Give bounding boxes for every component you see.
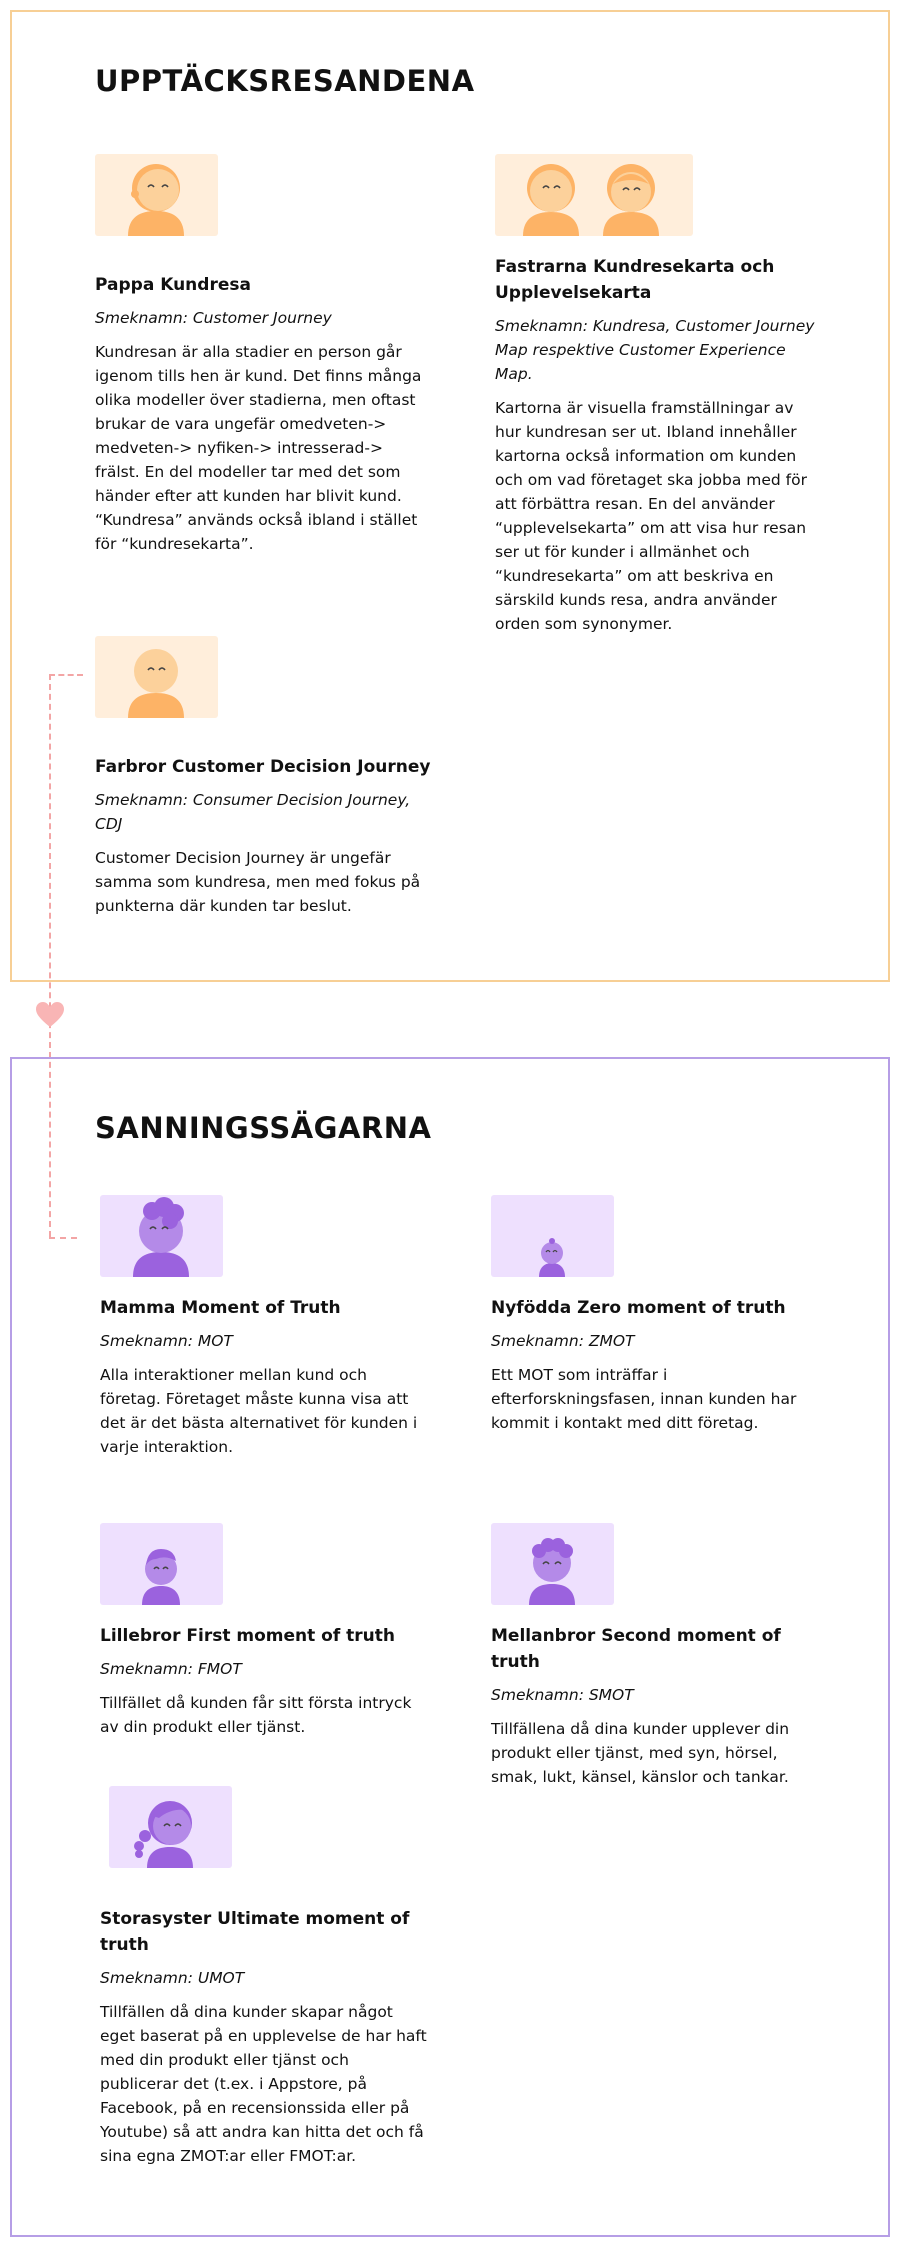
card-title: Nyfödda Zero moment of truth [491,1298,786,1318]
section-upptacksresandena [10,10,890,982]
card-farbror [95,636,435,918]
section-title: UPPTÄCKSRESANDENA [95,64,475,98]
card-nyfodda-zmot [491,1195,811,1435]
card-title: Mamma Moment of Truth [100,1298,341,1318]
card-title: Farbror Customer Decision Journey [95,757,431,777]
card-nickname: Smeknamn: UMOT [100,1969,245,1987]
card-description: Tillfället då kunden får sitt första intryck av din produkt eller tjänst. [100,1694,412,1736]
card-description: Tillfällena då dina kunder upplever din produkt eller tjänst, med syn, hörsel, smak, lukt, känsel, känslor och tankar. [491,1720,790,1786]
card-nickname: Smeknamn: SMOT [491,1686,634,1704]
card-title: Fastrarna Kundresekarta och Upplevelsekarta [495,257,775,303]
card-fastrarna [495,154,820,636]
card-description: Kundresan är alla stadier en person går igenom tills hen är kund. Det finns många olika modeller över stadierna, men oftast brukar de vara ungefär omedveten-> medveten-> nyfiken-> intresserad-> frälst. En del modeller tar med det som händer efter att kunden har blivit kund. “Kundresa” används också ibland i stället för “kundresekarta”. [95,343,422,553]
baby-avatar-icon [491,1195,614,1277]
section-sanningssagarna [10,1057,890,2237]
section-title: SANNINGSSÄGARNA [95,1111,432,1145]
card-nickname: Smeknamn: MOT [100,1332,233,1350]
card-title: Storasyster Ultimate moment of truth [100,1909,410,1955]
card-description: Alla interaktioner mellan kund och företag. Företaget måste kunna visa att det är det bästa alternativet för kunden i varje interaktion. [100,1366,418,1456]
boy-avatar-icon [100,1523,223,1605]
card-title: Lillebror First moment of truth [100,1626,395,1646]
card-nickname: Smeknamn: Customer Journey [95,309,332,327]
bald-person-avatar-icon [95,636,218,718]
curly-hair-avatar-icon [100,1195,223,1277]
card-title: Pappa Kundresa [95,275,251,295]
card-nickname: Smeknamn: Consumer Decision Journey, CDJ [95,791,411,833]
card-mamma-mot [100,1195,430,1459]
person-avatar-icon [95,154,218,236]
two-people-avatar-icon [495,154,693,236]
card-title: Mellanbror Second moment of truth [491,1626,781,1672]
card-nickname: Smeknamn: Kundresa, Customer Journey Map respektive Customer Experience Map. [495,317,815,383]
card-lillebror-fmot [100,1523,430,1739]
card-mellanbror-smot [491,1523,816,1789]
card-nickname: Smeknamn: ZMOT [491,1332,635,1350]
card-description: Customer Decision Journey är ungefär samma som kundresa, men med fokus på punkterna där kunden tar beslut. [95,849,421,915]
card-nickname: Smeknamn: FMOT [100,1660,242,1678]
card-description: Ett MOT som inträffar i efterforskningsfasen, innan kunden har kommit i kontakt med ditt företag. [491,1366,797,1432]
card-description: Kartorna är visuella framställningar av hur kundresan ser ut. Ibland innehåller kartorna också information om kunden och om vad företaget ska jobba med för att förbättra resan. En del använder “upplevelsekarta” om att visa hur resan ser ut för kunder i allmänhet och “kundresekarta” om att beskriva en särskild kunds resa, andra använder orden som synonymer. [495,399,807,633]
card-description: Tillfällen då dina kunder skapar något eget baserat på en upplevelse de har haft med din produkt eller tjänst och publicerar det (t.ex. i Appstore, på Facebook, på en recensionssida eller på Youtube) så att andra kan hitta det och få sina egna ZMOT:ar eller FMOT:ar. [100,2003,427,2165]
card-storasyster-umot [100,1786,430,2168]
boy-curly-avatar-icon [491,1523,614,1605]
card-pappa-kundresa [95,154,425,556]
heart-icon [36,1002,64,1028]
ponytail-girl-avatar-icon [109,1786,232,1868]
